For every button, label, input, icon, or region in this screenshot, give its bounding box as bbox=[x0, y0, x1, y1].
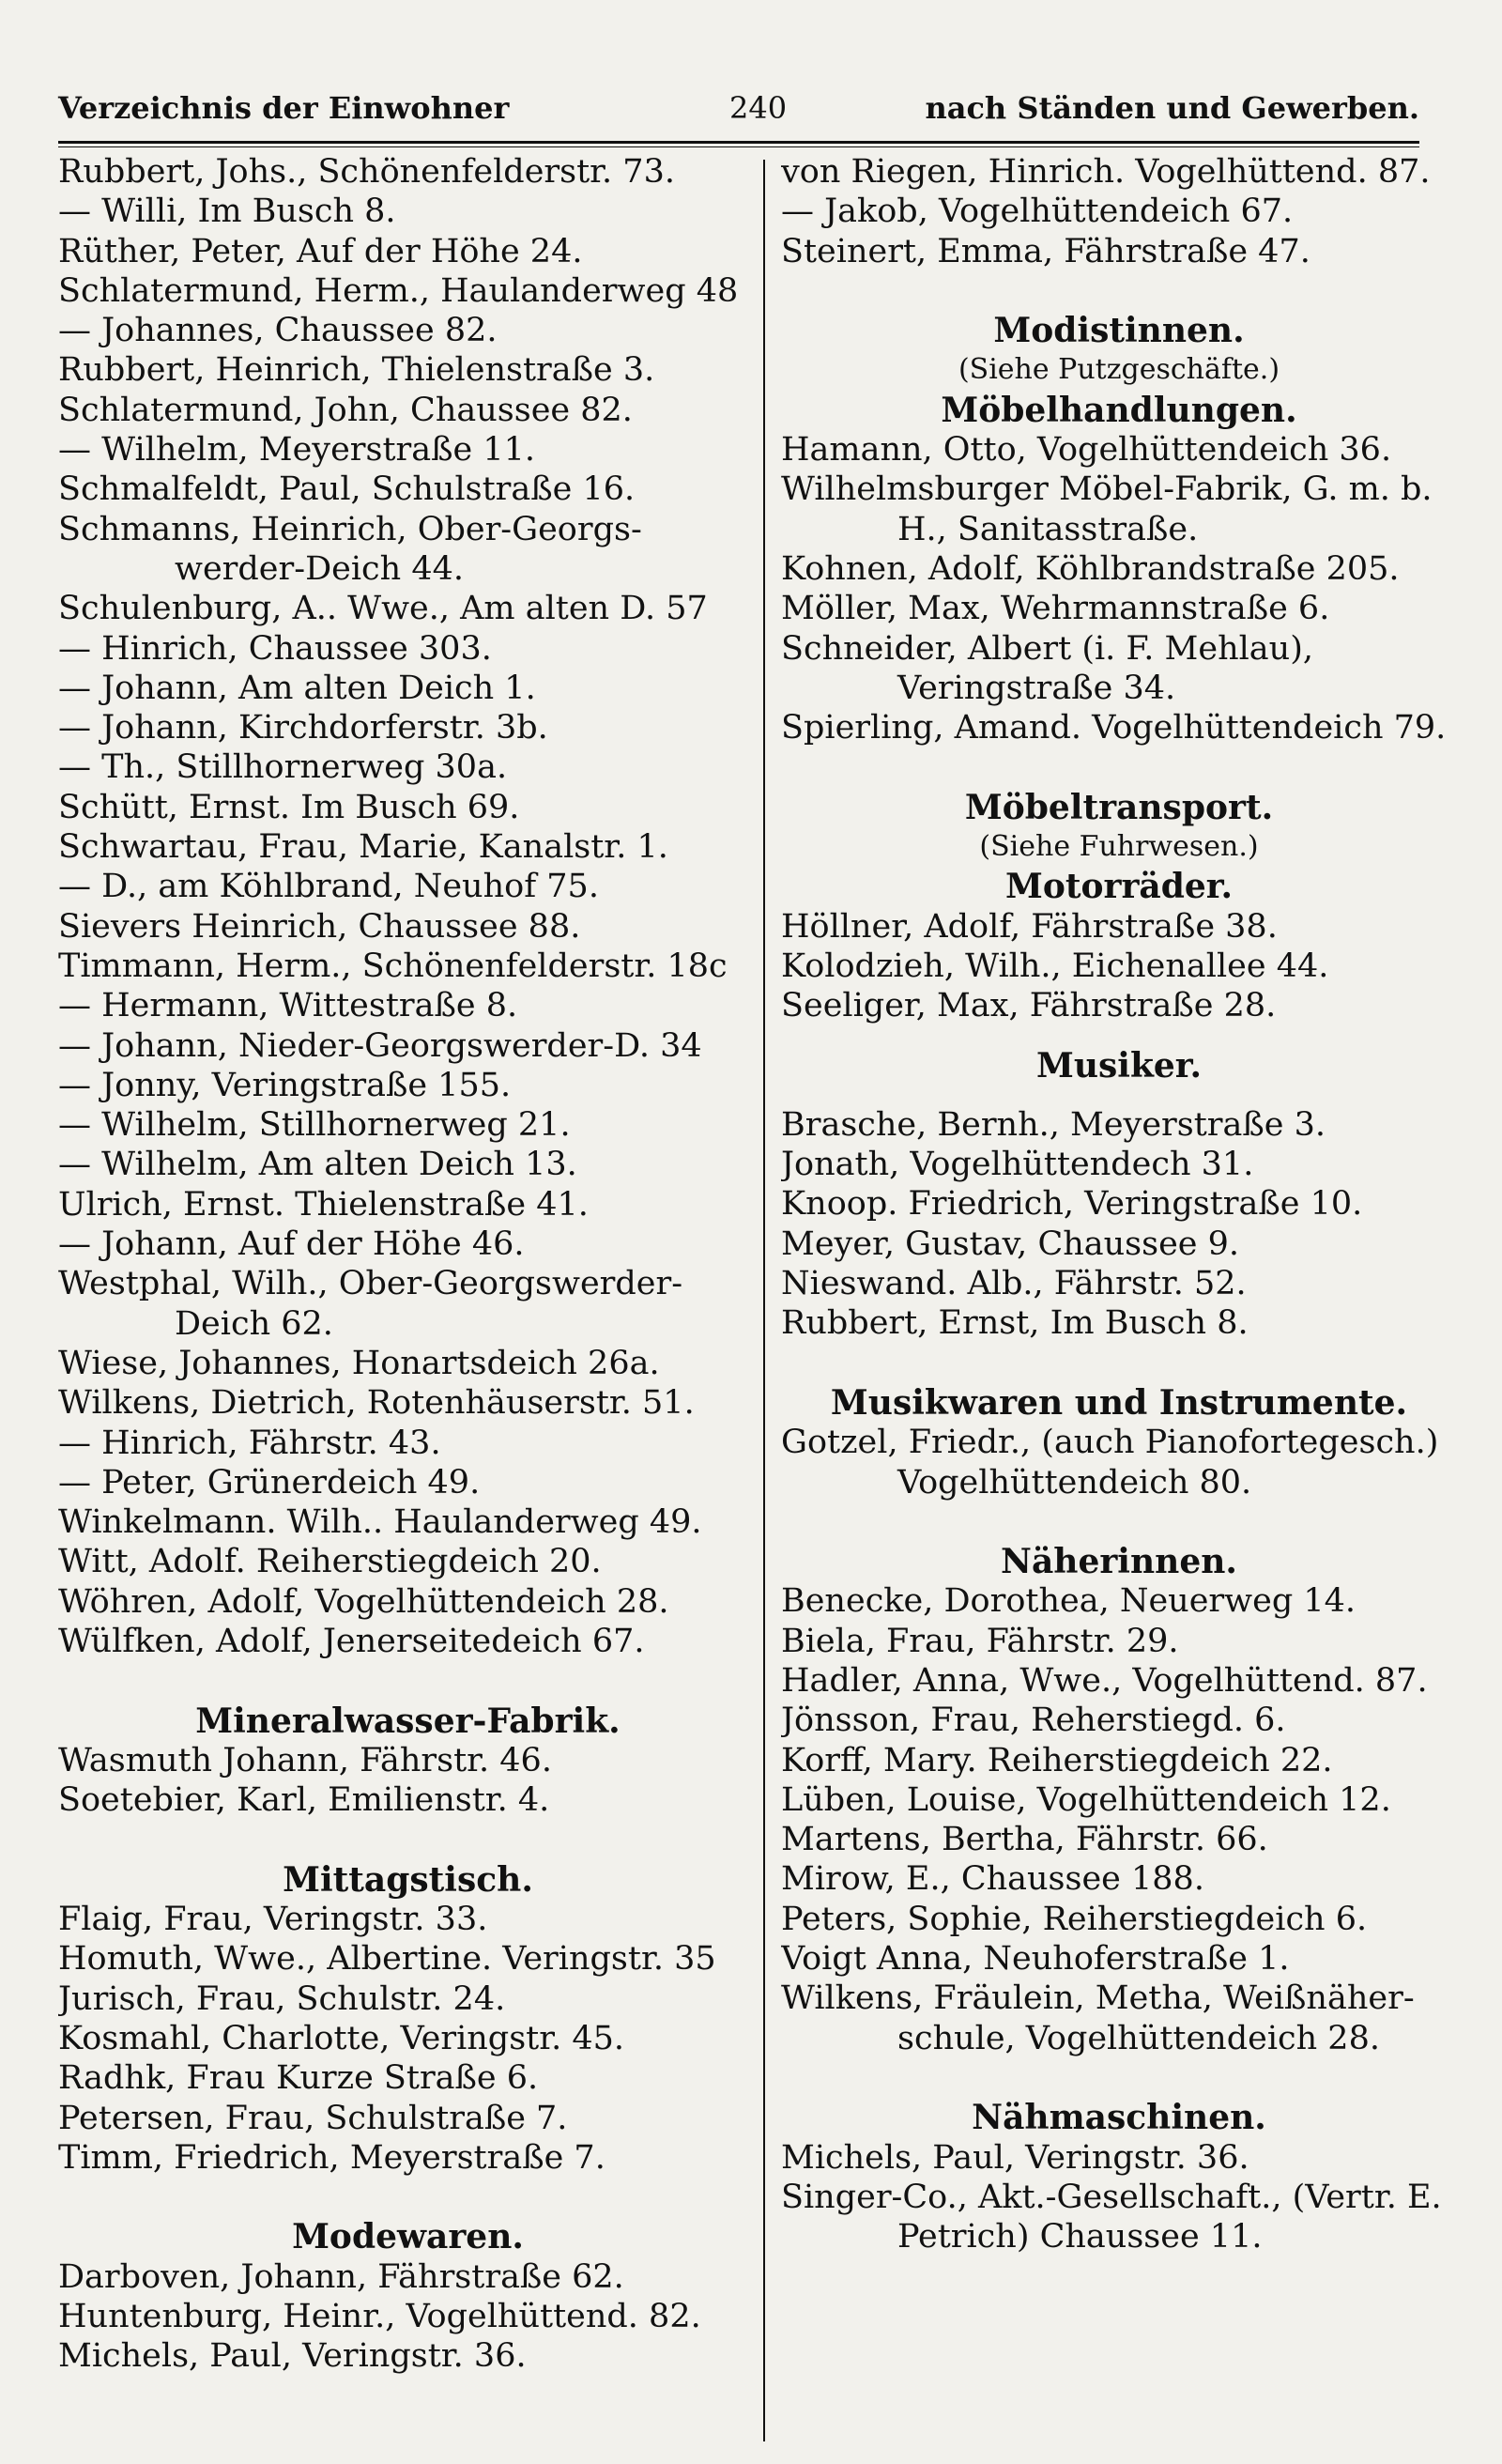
entry: — Th., Stillhornerweg 30a. bbox=[58, 748, 508, 787]
entry: Höllner, Adolf, Fährstraße 38. bbox=[781, 907, 1278, 946]
entry: — Johannes, Chaussee 82. bbox=[58, 312, 498, 350]
section-heading-moebelhandlungen: Möbelhandlungen. bbox=[941, 390, 1297, 430]
spacer bbox=[781, 1502, 1457, 1542]
entry: — Wilhelm, Meyerstraße 11. bbox=[58, 431, 536, 470]
entry-continuation: Veringstraße 34. bbox=[897, 669, 1176, 707]
entry: Kosmahl, Charlotte, Veringstr. 45. bbox=[58, 2019, 625, 2057]
entry-continuation: Petrich) Chaussee 11. bbox=[897, 2218, 1263, 2256]
entry: Schlatermund, John, Chaussee 82. bbox=[58, 391, 633, 429]
entry: Mirow, E., Chaussee 188. bbox=[781, 1860, 1204, 1899]
entry: Wilkens, Dietrich, Rotenhäuserstr. 51. bbox=[58, 1384, 695, 1423]
entry: — Jonny, Veringstraße 155. bbox=[58, 1066, 512, 1104]
entry: Timmann, Herm., Schönenfelderstr. 18c bbox=[58, 947, 728, 985]
spacer bbox=[781, 1344, 1457, 1383]
entry: Brasche, Bernh., Meyerstraße 3. bbox=[781, 1105, 1326, 1144]
entry: Voigt Anna, Neuhoferstraße 1. bbox=[781, 1940, 1290, 1979]
section-heading-musiker: Musiker. bbox=[1035, 1045, 1202, 1086]
entry: Wilhelmsburger Möbel-Fabrik, G. m. b. bbox=[781, 470, 1433, 509]
entry: Witt, Adolf. Reiherstiegdeich 20. bbox=[58, 1543, 602, 1581]
page-header bbox=[58, 90, 1419, 137]
entry: Jonath, Vogelhüttendech 31. bbox=[781, 1146, 1254, 1184]
entry: Michels, Paul, Veringstr. 36. bbox=[781, 2138, 1249, 2177]
entry: Rubbert, Johs., Schönenfelderstr. 73. bbox=[58, 153, 675, 191]
entry: Schütt, Ernst. Im Busch 69. bbox=[58, 788, 520, 826]
entry: Wilkens, Fräulein, Metha, Weißnäher- bbox=[781, 1979, 1415, 2018]
entry: Spierling, Amand. Vogelhüttendeich 79. bbox=[781, 709, 1447, 747]
right-column bbox=[781, 152, 1457, 2256]
entry: — Jakob, Vogelhüttendeich 67. bbox=[781, 192, 1294, 231]
section-heading-naeherinnen: Näherinnen. bbox=[1001, 1542, 1237, 1582]
entry: Knoop. Friedrich, Veringstraße 10. bbox=[781, 1185, 1363, 1224]
entry: — Willi, Im Busch 8. bbox=[58, 192, 396, 231]
header-rule bbox=[58, 141, 1419, 144]
entry: Wasmuth Johann, Fährstr. 46. bbox=[58, 1741, 552, 1779]
entry: Timm, Friedrich, Meyerstraße 7. bbox=[58, 2138, 605, 2177]
entry: Seeliger, Max, Fährstraße 28. bbox=[781, 987, 1277, 1025]
entry: Hamann, Otto, Vogelhüttendeich 36. bbox=[781, 431, 1392, 470]
column-divider bbox=[763, 160, 765, 2441]
spacer bbox=[58, 2178, 758, 2217]
header-right: nach Ständen und Gewerben. bbox=[925, 90, 1419, 126]
section-note-modistinnen: (Siehe Putzgeschäfte.) bbox=[958, 353, 1280, 387]
entry: Schulenburg, A.. Wwe., Am alten D. 57 bbox=[58, 590, 708, 628]
spacer bbox=[781, 2058, 1457, 2098]
entry: — Johann, Kirchdorferstr. 3b. bbox=[58, 709, 548, 747]
entry: — Hinrich, Chaussee 303. bbox=[58, 629, 492, 668]
entry: Kolodzieh, Wilh., Eichenallee 44. bbox=[781, 947, 1329, 985]
entry: Jurisch, Frau, Schulstr. 24. bbox=[58, 1979, 506, 2018]
entry: Rubbert, Heinrich, Thielenstraße 3. bbox=[58, 351, 655, 390]
entry: Sievers Heinrich, Chaussee 88. bbox=[58, 907, 581, 946]
entry: Petersen, Frau, Schulstraße 7. bbox=[58, 2099, 568, 2137]
entry: Schneider, Albert (i. F. Mehlau), bbox=[781, 629, 1313, 668]
entry: Kohnen, Adolf, Köhlbrandstraße 205. bbox=[781, 549, 1400, 588]
entry-continuation: Deich 62. bbox=[175, 1304, 333, 1343]
spacer bbox=[58, 1661, 758, 1701]
entry: Rubbert, Ernst, Im Busch 8. bbox=[781, 1304, 1249, 1343]
entry: Martens, Bertha, Fährstr. 66. bbox=[781, 1821, 1268, 1859]
section-heading-musikwaren: Musikwaren und Instrumente. bbox=[830, 1382, 1408, 1423]
entry: Peters, Sophie, Reiherstiegdeich 6. bbox=[781, 1900, 1368, 1938]
entry: Hadler, Anna, Wwe., Vogelhüttend. 87. bbox=[781, 1661, 1428, 1700]
entry: Benecke, Dorothea, Neuerweg 14. bbox=[781, 1582, 1356, 1621]
section-heading-moebeltransport: Möbeltransport. bbox=[964, 787, 1274, 827]
entry: Winkelmann. Wilh.. Haulanderweg 49. bbox=[58, 1503, 702, 1542]
entry: Jönsson, Frau, Reherstiegd. 6. bbox=[781, 1702, 1286, 1740]
spacer bbox=[781, 1086, 1457, 1105]
entry: Michels, Paul, Veringstr. 36. bbox=[58, 2337, 527, 2376]
section-heading-mineralwasser: Mineralwasser-Fabrik. bbox=[195, 1701, 621, 1741]
entry: Gotzel, Friedr., (auch Pianofortegesch.) bbox=[781, 1424, 1439, 1462]
entry-continuation: H., Sanitasstraße. bbox=[897, 510, 1199, 548]
entry-continuation: Vogelhüttendeich 80. bbox=[897, 1463, 1252, 1502]
entry: Nieswand. Alb., Fährstr. 52. bbox=[781, 1265, 1247, 1303]
page-number: 240 bbox=[729, 90, 788, 126]
section-heading-naehmaschinen: Nähmaschinen. bbox=[972, 2098, 1266, 2138]
entry: Lüben, Louise, Vogelhüttendeich 12. bbox=[781, 1780, 1391, 1819]
entry: Möller, Max, Wehrmannstraße 6. bbox=[781, 590, 1330, 628]
entry: Wöhren, Adolf, Vogelhüttendeich 28. bbox=[58, 1582, 669, 1621]
entry-continuation: schule, Vogelhüttendeich 28. bbox=[897, 2019, 1380, 2057]
header-rule-thin bbox=[58, 146, 1419, 147]
section-note-moebeltransport: (Siehe Fuhrwesen.) bbox=[979, 830, 1259, 864]
entry: Huntenburg, Heinr., Vogelhüttend. 82. bbox=[58, 2298, 701, 2336]
entry: Ulrich, Ernst. Thielenstraße 41. bbox=[58, 1185, 589, 1224]
entry: Westphal, Wilh., Ober-Georgswerder- bbox=[58, 1265, 683, 1303]
entry: Darboven, Johann, Fährstraße 62. bbox=[58, 2257, 624, 2296]
entry: — Hinrich, Fährstr. 43. bbox=[58, 1424, 441, 1462]
section-heading-mittagstisch: Mittagstisch. bbox=[283, 1859, 533, 1900]
section-heading-modewaren: Modewaren. bbox=[292, 2217, 524, 2257]
left-column bbox=[58, 152, 758, 2377]
header-left: Verzeichnis der Einwohner bbox=[58, 90, 510, 126]
entry: Schlatermund, Herm., Haulanderweg 48 bbox=[58, 271, 739, 310]
entry: — Peter, Grünerdeich 49. bbox=[58, 1463, 481, 1502]
spacer bbox=[58, 1820, 758, 1859]
entry: Schmanns, Heinrich, Ober-Georgs- bbox=[58, 510, 642, 548]
entry: Steinert, Emma, Fährstraße 47. bbox=[781, 232, 1310, 270]
entry: — Johann, Am alten Deich 1. bbox=[58, 669, 536, 707]
entry: — Johann, Nieder-Georgswerder-D. 34 bbox=[58, 1026, 702, 1065]
entry: Wiese, Johannes, Honartsdeich 26a. bbox=[58, 1344, 660, 1382]
entry: — Hermann, Wittestraße 8. bbox=[58, 987, 518, 1025]
entry: Meyer, Gustav, Chaussee 9. bbox=[781, 1224, 1240, 1263]
entry: Schwartau, Frau, Marie, Kanalstr. 1. bbox=[58, 828, 668, 867]
entry-continuation: werder-Deich 44. bbox=[175, 549, 464, 588]
entry: Soetebier, Karl, Emilienstr. 4. bbox=[58, 1781, 550, 1820]
entry: — Wilhelm, Stillhornerweg 21. bbox=[58, 1106, 571, 1145]
entry: von Riegen, Hinrich. Vogelhüttend. 87. bbox=[781, 153, 1431, 191]
section-heading-modistinnen: Modistinnen. bbox=[993, 311, 1245, 351]
entry: — Wilhelm, Am alten Deich 13. bbox=[58, 1146, 577, 1184]
spacer bbox=[781, 747, 1457, 787]
section-heading-motorraeder: Motorräder. bbox=[1004, 867, 1234, 907]
spacer bbox=[781, 271, 1457, 311]
entry: Rüther, Peter, Auf der Höhe 24. bbox=[58, 232, 583, 270]
spacer bbox=[781, 1026, 1457, 1046]
entry: Wülfken, Adolf, Jenerseitedeich 67. bbox=[58, 1622, 645, 1660]
entry: Korff, Mary. Reiherstiegdeich 22. bbox=[781, 1741, 1333, 1779]
entry: Schmalfeldt, Paul, Schulstraße 16. bbox=[58, 470, 636, 509]
entry: — Johann, Auf der Höhe 46. bbox=[58, 1225, 525, 1264]
entry: — D., am Köhlbrand, Neuhof 75. bbox=[58, 868, 599, 906]
entry: Biela, Frau, Fährstr. 29. bbox=[781, 1622, 1179, 1660]
entry: Radhk, Frau Kurze Straße 6. bbox=[58, 2059, 539, 2098]
entry: Flaig, Frau, Veringstr. 33. bbox=[58, 1901, 488, 1939]
entry: Homuth, Wwe., Albertine. Veringstr. 35 bbox=[58, 1940, 716, 1979]
entry: Singer-Co., Akt.-Gesellschaft., (Vertr. E. bbox=[781, 2178, 1442, 2216]
